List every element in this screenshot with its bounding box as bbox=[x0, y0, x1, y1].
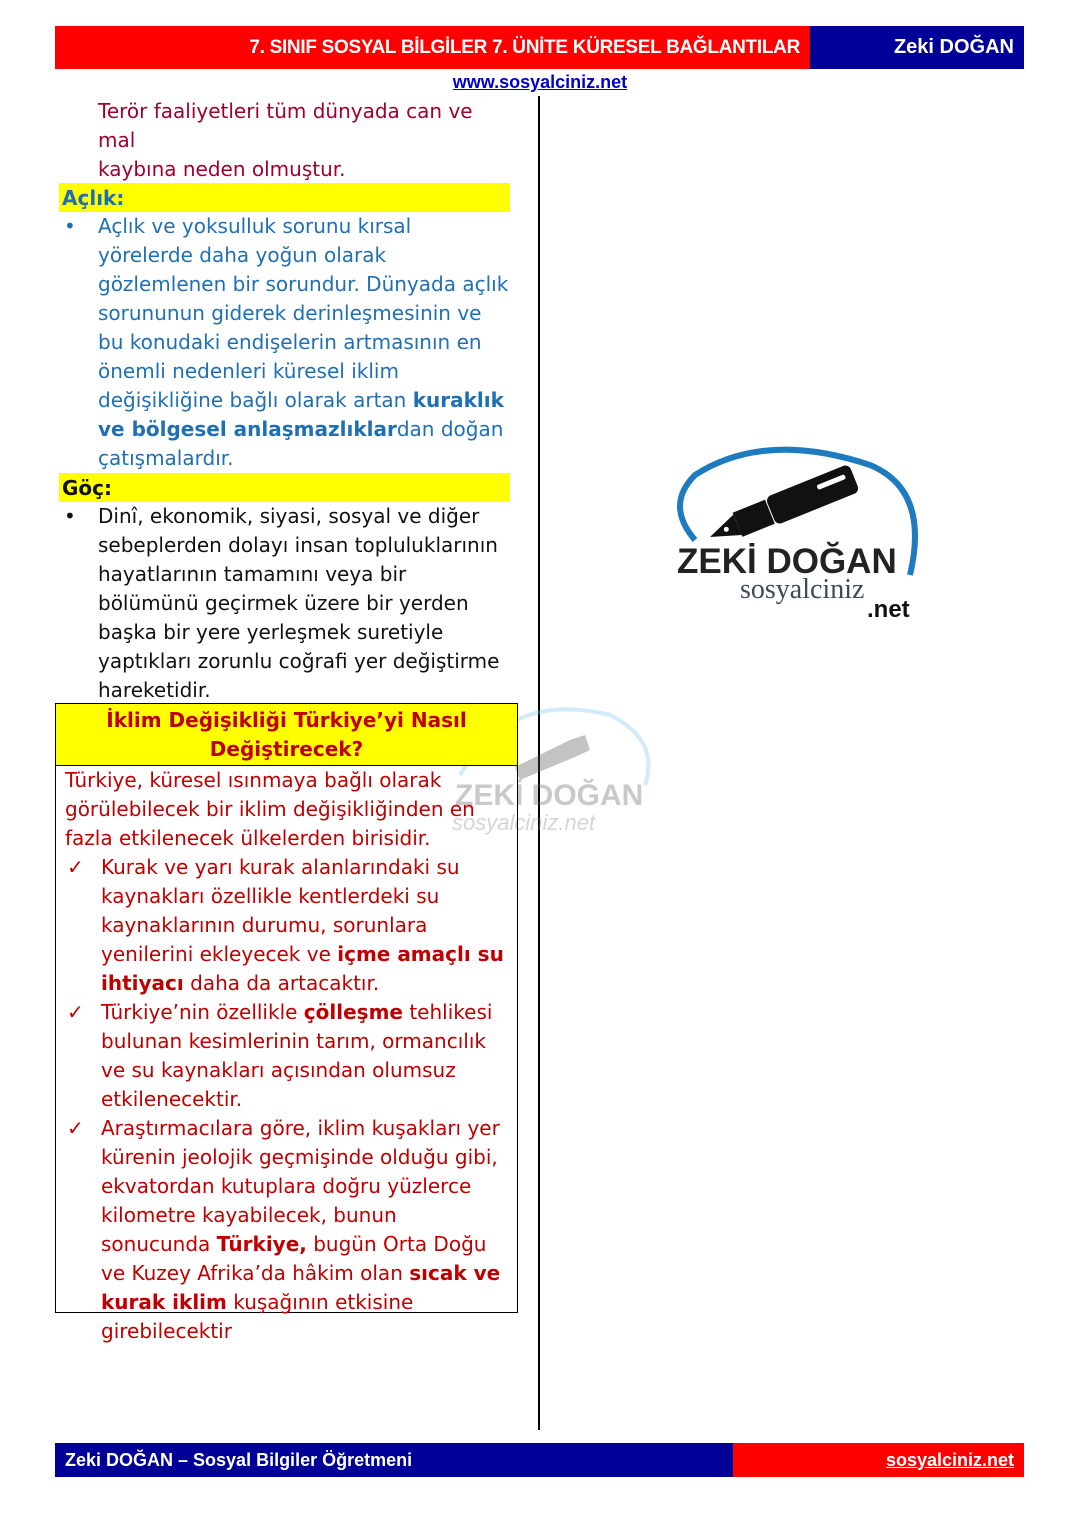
box-item-text: Kurak ve yarı kurak alanlarındaki su kaynakları özellikle kentlerdeki su kaynaklarının durumu, sorunlara yenilerini ekleyecek ve bbox=[101, 855, 460, 966]
box-item-3 bbox=[65, 1114, 511, 1346]
author-name: Zeki DOĞAN bbox=[810, 26, 1024, 69]
check-icon: ✓ bbox=[67, 1116, 84, 1140]
site-link[interactable]: www.sosyalciniz.net bbox=[452, 72, 628, 92]
bullet-icon: • bbox=[64, 214, 76, 238]
footer-bar bbox=[55, 1443, 1024, 1477]
header-bar bbox=[55, 26, 1024, 69]
box-item-text: daha da artacaktır. bbox=[183, 971, 380, 995]
box-item-1 bbox=[65, 853, 511, 998]
aclik-text-bold: kuraklık ve bölgesel anlaşmazlıklar bbox=[98, 388, 504, 441]
intro-line-2: kaybına neden olmuştur. bbox=[98, 157, 346, 181]
check-icon: ✓ bbox=[67, 855, 84, 879]
goc-text: Dinî, ekonomik, siyasi, sosyal ve diğer sebeplerden dolayı insan topluluklarının hayatlarının tamamını veya bir bölümünü geçirmek üzere bir yerden başka bir yere yerleşmek suretiyle yaptıkları zorunlu coğrafi yer değiştirme hareketidir. bbox=[98, 504, 500, 702]
box-item-bold: Türkiye, bbox=[216, 1232, 307, 1256]
footer-site-link[interactable]: sosyalciniz.net bbox=[733, 1443, 1024, 1477]
logo-name: ZEKİ DOĞAN bbox=[677, 542, 897, 581]
box-item-bold: içme amaçlı su ihtiyacı bbox=[101, 942, 504, 995]
logo-site: sosyalciniz bbox=[740, 574, 865, 605]
goc-heading: Göç: bbox=[59, 473, 510, 502]
box-body bbox=[56, 766, 517, 1346]
box-item-text: Türkiye’nin özellikle bbox=[101, 1000, 304, 1024]
box-item-text: tehlikesi bulunan kesimlerinin tarım, ormancılık ve su kaynakları açısından olumsuz etkilenecektir. bbox=[101, 1000, 493, 1111]
box-intro: Türkiye, küresel ısınmaya bağlı olarak görülebilecek bir iklim değişikliğinden en fazla etkilenecek ülkelerden birisidir. bbox=[65, 768, 475, 850]
watermark-name: ZEKİ DOĞAN bbox=[455, 779, 644, 812]
section-aclik bbox=[62, 183, 512, 473]
box-item-bold: sıcak ve kurak iklim bbox=[101, 1261, 501, 1314]
check-icon: ✓ bbox=[67, 1000, 84, 1024]
aclik-text-before: Açlık ve yoksulluk sorunu kırsal yörelerde daha yoğun olarak gözlemlenen bir sorundur. Dünyada açlık sorununun giderek derinleşmesinin ve bu konudaki endişelerin artmasının en önemli nedenleri küresel iklim değişikliğine bağlı olarak artan bbox=[98, 214, 509, 412]
aclik-text-after: dan doğan çatışmalardır. bbox=[98, 417, 504, 470]
box-item-2 bbox=[65, 998, 511, 1114]
intro-line-1: Terör faaliyetleri tüm dünyada can ve mal bbox=[98, 99, 473, 152]
bullet-icon: • bbox=[64, 504, 76, 528]
box-title-line-1: İklim Değişikliği Türkiye’yi Nasıl bbox=[106, 708, 467, 732]
section-goc bbox=[62, 473, 512, 705]
column-divider bbox=[538, 96, 540, 1430]
goc-bullet bbox=[62, 502, 512, 705]
climate-change-box bbox=[55, 703, 518, 1343]
box-item-text: Araştırmacılara göre, iklim kuşakları yer kürenin jeolojik geçmişinde olduğu gibi, ekvatordan kutuplara doğru yüzlerce kilometre kayabilecek, bunun sonucunda bbox=[101, 1116, 500, 1256]
box-item-text: bugün Orta Doğu ve Kuzey Afrika’da hâkim olan bbox=[101, 1232, 487, 1285]
aclik-bullet bbox=[62, 212, 512, 473]
brand-logo bbox=[655, 445, 935, 625]
box-title-line-2: Değiştirecek? bbox=[209, 737, 364, 761]
aclik-heading: Açlık: bbox=[59, 183, 510, 212]
box-item-text: kuşağının etkisine girebilecektir bbox=[101, 1290, 414, 1343]
watermark-site: sosyalciniz.net bbox=[452, 810, 596, 835]
box-title bbox=[56, 704, 517, 766]
box-item-bold: çölleşme bbox=[303, 1000, 403, 1024]
intro-text bbox=[62, 97, 512, 184]
logo-tld: .net bbox=[867, 596, 910, 623]
fountain-pen-icon bbox=[704, 464, 860, 550]
footer-author: Zeki DOĞAN – Sosyal Bilgiler Öğretmeni bbox=[55, 1443, 733, 1477]
document-title: 7. SINIF SOSYAL BİLGİLER 7. ÜNİTE KÜRESEL BAĞLANTILAR bbox=[55, 26, 810, 69]
site-link-container bbox=[0, 72, 1080, 93]
